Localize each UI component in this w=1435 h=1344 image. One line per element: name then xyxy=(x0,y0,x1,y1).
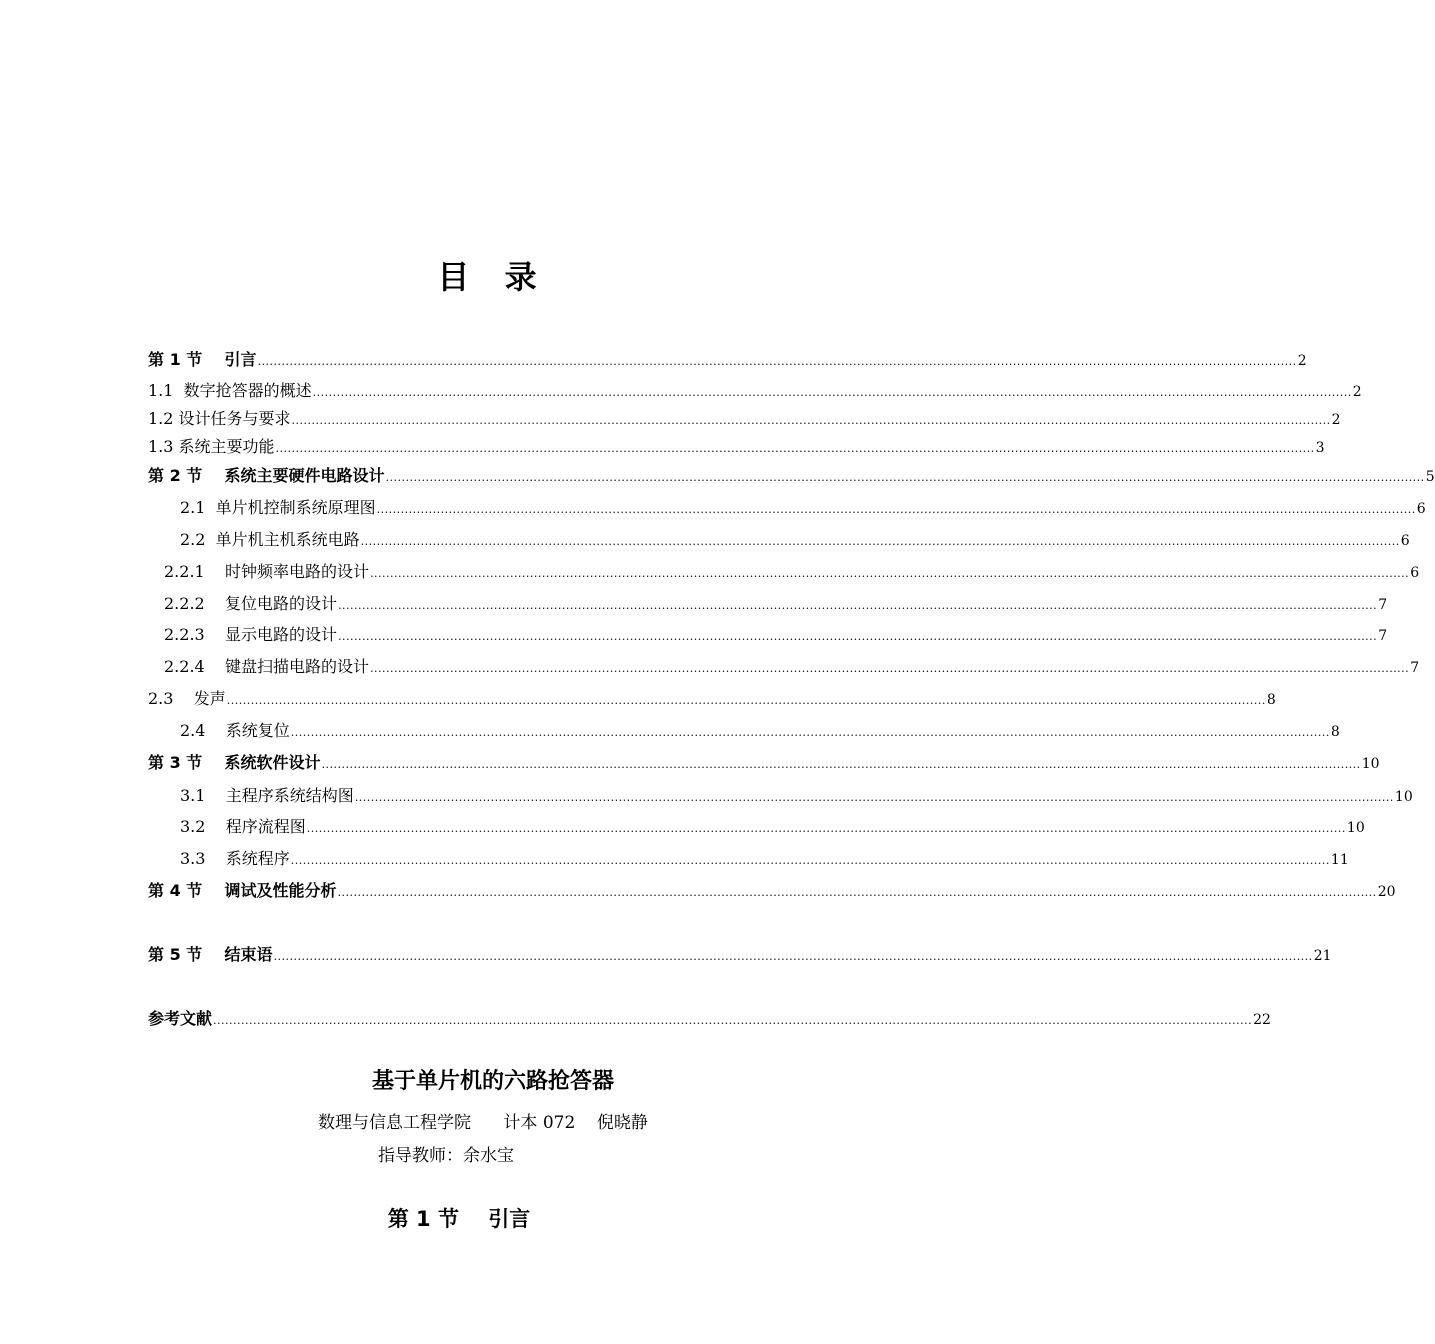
toc-entry-label: 参考文献 xyxy=(148,1009,213,1028)
toc-entry[interactable] xyxy=(180,718,1340,742)
toc-dot-leader: .................................................................................................................................................................................................................................................................... xyxy=(306,822,1346,835)
toc-entry-label: 第 4 节 调试及性能分析 xyxy=(148,881,337,900)
toc-entry-label: 3.3 系统程序 xyxy=(180,849,290,868)
toc-entry-label: 第 3 节 系统软件设计 xyxy=(148,753,321,772)
toc-dot-leader: .................................................................................................................................................................................................................................................................... xyxy=(337,886,1377,899)
toc-dot-leader: .................................................................................................................................................................................................................................................................... xyxy=(321,758,1361,771)
toc-entry[interactable] xyxy=(148,406,1341,430)
toc-dot-leader: .................................................................................................................................................................................................................................................................... xyxy=(370,662,1410,675)
toc-entry[interactable] xyxy=(148,1006,1271,1030)
toc-entry-label: 2.4 系统复位 xyxy=(180,721,290,740)
toc-entry[interactable] xyxy=(148,686,1276,710)
toc-entry-label: 2.2 单片机主机系统电路 xyxy=(180,530,360,549)
toc-entry[interactable] xyxy=(148,378,1362,402)
toc-entry[interactable] xyxy=(148,750,1380,774)
toc-entry-page: 2 xyxy=(1352,384,1362,400)
toc-entry-label: 第 5 节 结束语 xyxy=(148,945,273,964)
toc-dot-leader: .................................................................................................................................................................................................................................................................... xyxy=(257,355,1297,368)
toc-entry[interactable] xyxy=(164,622,1388,646)
toc-dot-leader: .................................................................................................................................................................................................................................................................... xyxy=(338,599,1378,612)
toc-entry[interactable] xyxy=(180,846,1349,870)
toc-dot-leader: .................................................................................................................................................................................................................................................................... xyxy=(290,726,1330,739)
toc-entry-label: 1.1 数字抢答器的概述 xyxy=(148,381,312,400)
toc-entry[interactable] xyxy=(164,559,1420,583)
toc-entry-label: 2.2.2 复位电路的设计 xyxy=(164,594,338,613)
toc-entry-page: 20 xyxy=(1377,884,1396,900)
toc-entry-label: 2.3 发声 xyxy=(148,689,226,708)
toc-entry-label: 1.2 设计任务与要求 xyxy=(148,409,291,428)
toc-entry-page: 5 xyxy=(1425,469,1435,485)
document-affiliation: 数理与信息工程学院 计本 072 倪晓静 xyxy=(318,1113,648,1133)
toc-entry-label: 2.2.4 键盘扫描电路的设计 xyxy=(164,657,370,676)
document-title: 基于单片机的六路抢答器 xyxy=(371,1069,614,1094)
toc-entry-label: 3.1 主程序系统结构图 xyxy=(180,786,354,805)
toc-dot-leader: .................................................................................................................................................................................................................................................................... xyxy=(338,630,1378,643)
toc-entry[interactable] xyxy=(148,463,1435,487)
toc-entry-label: 3.2 程序流程图 xyxy=(180,817,306,836)
toc-entry-page: 2 xyxy=(1331,412,1341,428)
toc-entry[interactable] xyxy=(180,527,1410,551)
toc-entry-page: 10 xyxy=(1361,756,1380,772)
toc-dot-leader: .................................................................................................................................................................................................................................................................... xyxy=(312,386,1352,399)
section-heading: 第 1 节 引言 xyxy=(387,1207,531,1231)
toc-entry-page: 10 xyxy=(1346,820,1365,836)
toc-entry[interactable] xyxy=(164,591,1388,615)
toc-entry[interactable] xyxy=(180,783,1413,807)
toc-dot-leader: .................................................................................................................................................................................................................................................................... xyxy=(213,1014,1253,1027)
toc-entry-page: 8 xyxy=(1266,692,1276,708)
toc-entry-page: 8 xyxy=(1330,724,1340,740)
toc-title: 目 录 xyxy=(437,258,549,296)
toc-dot-leader: .................................................................................................................................................................................................................................................................... xyxy=(273,950,1313,963)
toc-entry-page: 7 xyxy=(1378,597,1388,613)
toc-dot-leader: .................................................................................................................................................................................................................................................................... xyxy=(385,471,1425,484)
toc-entry[interactable] xyxy=(148,434,1325,458)
toc-entry[interactable] xyxy=(180,814,1365,838)
toc-entry-page: 6 xyxy=(1400,533,1410,549)
document-advisor: 指导教师：余水宝 xyxy=(378,1146,514,1166)
toc-entry-page: 7 xyxy=(1410,660,1420,676)
toc-dot-leader: .................................................................................................................................................................................................................................................................... xyxy=(291,414,1331,427)
toc-entry[interactable] xyxy=(148,347,1307,371)
toc-entry-page: 21 xyxy=(1313,948,1332,964)
toc-entry-page: 6 xyxy=(1410,565,1420,581)
toc-dot-leader: .................................................................................................................................................................................................................................................................... xyxy=(275,442,1315,455)
toc-entry-label: 第 2 节 系统主要硬件电路设计 xyxy=(148,466,385,485)
toc-entry[interactable] xyxy=(148,878,1396,902)
toc-entry[interactable] xyxy=(164,654,1420,678)
toc-entry-page: 3 xyxy=(1315,440,1325,456)
toc-dot-leader: .................................................................................................................................................................................................................................................................... xyxy=(290,854,1330,867)
toc-entry-label: 2.2.3 显示电路的设计 xyxy=(164,625,338,644)
toc-entry-label: 2.1 单片机控制系统原理图 xyxy=(180,498,376,517)
toc-dot-leader: .................................................................................................................................................................................................................................................................... xyxy=(360,535,1400,548)
toc-entry-page: 22 xyxy=(1253,1012,1271,1028)
toc-entry-page: 6 xyxy=(1416,501,1426,517)
toc-entry-page: 10 xyxy=(1394,789,1413,805)
toc-entry[interactable] xyxy=(148,942,1332,966)
toc-entry-label: 2.2.1 时钟频率电路的设计 xyxy=(164,562,370,581)
toc-dot-leader: .................................................................................................................................................................................................................................................................... xyxy=(226,694,1266,707)
toc-entry-label: 1.3 系统主要功能 xyxy=(148,437,275,456)
toc-dot-leader: .................................................................................................................................................................................................................................................................... xyxy=(354,791,1394,804)
toc-dot-leader: .................................................................................................................................................................................................................................................................... xyxy=(376,503,1416,516)
toc-entry-page: 2 xyxy=(1297,353,1307,369)
toc-dot-leader: .................................................................................................................................................................................................................................................................... xyxy=(370,567,1410,580)
toc-entry-page: 7 xyxy=(1378,628,1388,644)
toc-entry[interactable] xyxy=(180,495,1426,519)
toc-entry-label: 第 1 节 引言 xyxy=(148,350,257,369)
toc-entry-page: 11 xyxy=(1330,852,1349,868)
